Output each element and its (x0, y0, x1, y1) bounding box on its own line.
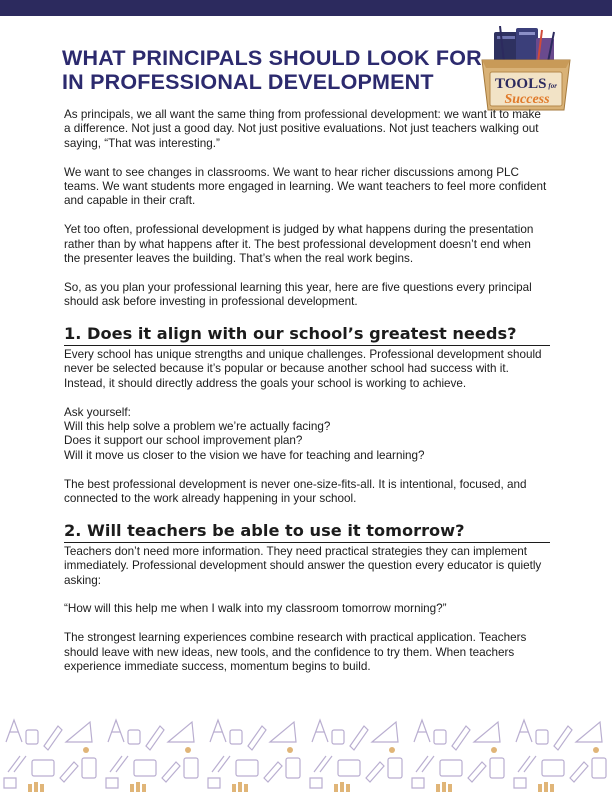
section-1-question-1: Will this help solve a problem we’re actually facing? (64, 420, 331, 434)
section-1-question-3: Will it move us closer to the vision we have for teaching and learning? (64, 448, 425, 462)
section-1-paragraph-2: The best professional development is never one-size-fits-all. It is intentional, focused, and connected to the work already happening in your school. (64, 477, 527, 506)
section-1-question-2: Does it support our school improvement plan? (64, 434, 303, 448)
section-1-ask: Ask yourself: (64, 405, 131, 419)
title-line-2: IN PROFESSIONAL DEVELOPMENT (62, 70, 434, 94)
intro-paragraph-3: Yet too often, professional development is judged by what happens during the presentation rather than by what happens after it. The best professional development doesn’t end when the presenter leaves the building. That’s when the real work begins. (64, 223, 534, 266)
article-body (64, 108, 550, 674)
logo-word-3: Success (504, 92, 550, 107)
section-2-paragraph-2: The strongest learning experiences combine research with practical application. Teachers should leave with new ideas, new tools, and the confidence to try them. When teachers experience immediate success, momentum begins to build. (64, 631, 527, 674)
intro-paragraph-1: As principals, we all want the same thing from professional development: we want it to make a difference. Not just a good day. Not just positive evaluations. Not just teachers walking out saying, “That was interesting.” (64, 108, 541, 150)
top-bar (0, 0, 612, 16)
section-1-paragraph-1: Every school has unique strengths and unique challenges. Professional development should never be selected because it’s popular or because another school had success with it. Instead, it should directly address the goals your school is working to achieve. (64, 348, 542, 390)
section-1-heading: 1. Does it align with our school’s greatest needs? (64, 324, 550, 346)
intro-paragraph-4: So, as you plan your professional learning this year, here are five questions every principal should ask before investing in professional development. (64, 280, 532, 309)
section-2-paragraph-1: Teachers don’t need more information. They need practical strategies they can implement immediately. Professional development should answer the question every educator is quietly asking: (64, 544, 542, 587)
logo-word-1: TOOLS (495, 76, 547, 92)
section-2-quote: “How will this help me when I walk into my classroom tomorrow morning?” (64, 602, 447, 616)
intro-paragraph-2: We want to see changes in classrooms. We want to hear richer discussions among PLC teams. We want students more engaged in learning. We want teachers to feel more confident and capable in their craft. (64, 165, 547, 208)
footer-pattern (0, 712, 612, 792)
title-line-1: WHAT PRINCIPALS SHOULD LOOK FOR (62, 46, 482, 70)
page-title (62, 46, 482, 94)
section-2-heading: 2. Will teachers be able to use it tomorrow? (64, 521, 550, 543)
tools-for-success-logo (480, 26, 572, 112)
school-supplies-pattern-icon (0, 712, 612, 792)
logo-word-2: for (548, 82, 557, 90)
